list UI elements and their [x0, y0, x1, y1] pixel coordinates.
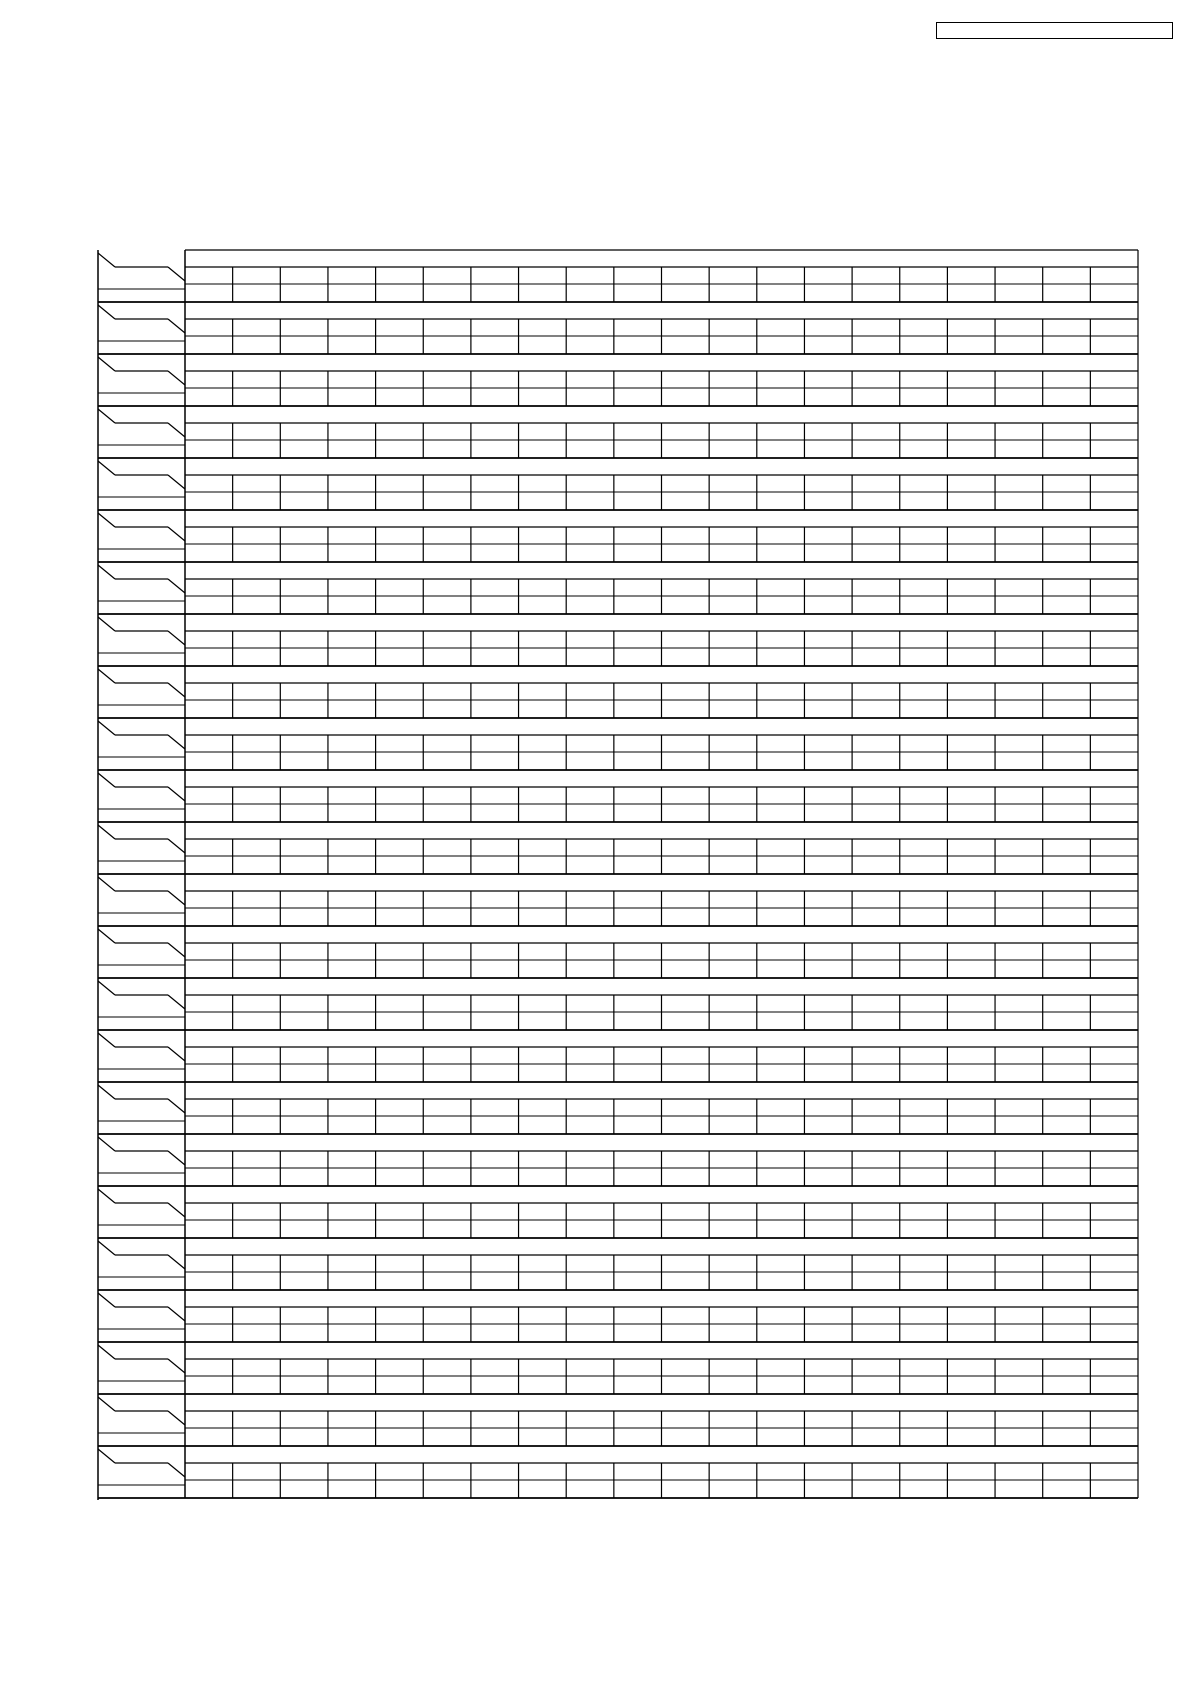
header-diagonal-upper	[98, 877, 115, 891]
header-diagonal-lower	[168, 1463, 185, 1477]
header-diagonal-upper	[98, 929, 115, 943]
header-diagonal-lower	[168, 787, 185, 801]
header-diagonal-upper	[98, 1397, 115, 1411]
header-diagonal-upper	[98, 253, 115, 267]
header-diagonal-upper	[98, 1449, 115, 1463]
header-diagonal-lower	[168, 1151, 185, 1165]
header-diagonal-upper	[98, 409, 115, 423]
header-diagonal-lower	[168, 371, 185, 385]
header-diagonal-upper	[98, 1033, 115, 1047]
header-diagonal-lower	[168, 1307, 185, 1321]
header-diagonal-lower	[168, 839, 185, 853]
header-diagonal-upper	[98, 1137, 115, 1151]
header-diagonal-lower	[168, 631, 185, 645]
header-diagonal-upper	[98, 565, 115, 579]
header-diagonal-lower	[168, 1203, 185, 1217]
header-diagonal-lower	[168, 1255, 185, 1269]
header-diagonal-lower	[168, 475, 185, 489]
header-diagonal-lower	[168, 683, 185, 697]
header-diagonal-lower	[168, 943, 185, 957]
header-diagonal-lower	[168, 1099, 185, 1113]
header-diagonal-upper	[98, 357, 115, 371]
header-diagonal-lower	[168, 1047, 185, 1061]
header-diagonal-upper	[98, 981, 115, 995]
header-diagonal-lower	[168, 527, 185, 541]
header-diagonal-upper	[98, 773, 115, 787]
header-diagonal-lower	[168, 423, 185, 437]
header-diagonal-lower	[168, 735, 185, 749]
header-diagonal-upper	[98, 617, 115, 631]
header-diagonal-lower	[168, 267, 185, 281]
header-diagonal-upper	[98, 825, 115, 839]
header-diagonal-lower	[168, 1359, 185, 1373]
header-diagonal-lower	[168, 995, 185, 1009]
header-diagonal-upper	[98, 513, 115, 527]
header-diagonal-lower	[168, 579, 185, 593]
header-diagonal-upper	[98, 1345, 115, 1359]
header-diagonal-lower	[168, 891, 185, 905]
header-diagonal-lower	[168, 319, 185, 333]
header-diagonal-upper	[98, 721, 115, 735]
header-diagonal-upper	[98, 1085, 115, 1099]
header-diagonal-upper	[98, 1293, 115, 1307]
header-diagonal-upper	[98, 461, 115, 475]
header-diagonal-upper	[98, 1241, 115, 1255]
header-diagonal-upper	[98, 1189, 115, 1203]
header-diagonal-upper	[98, 305, 115, 319]
header-diagonal-lower	[168, 1411, 185, 1425]
header-diagonal-upper	[98, 669, 115, 683]
